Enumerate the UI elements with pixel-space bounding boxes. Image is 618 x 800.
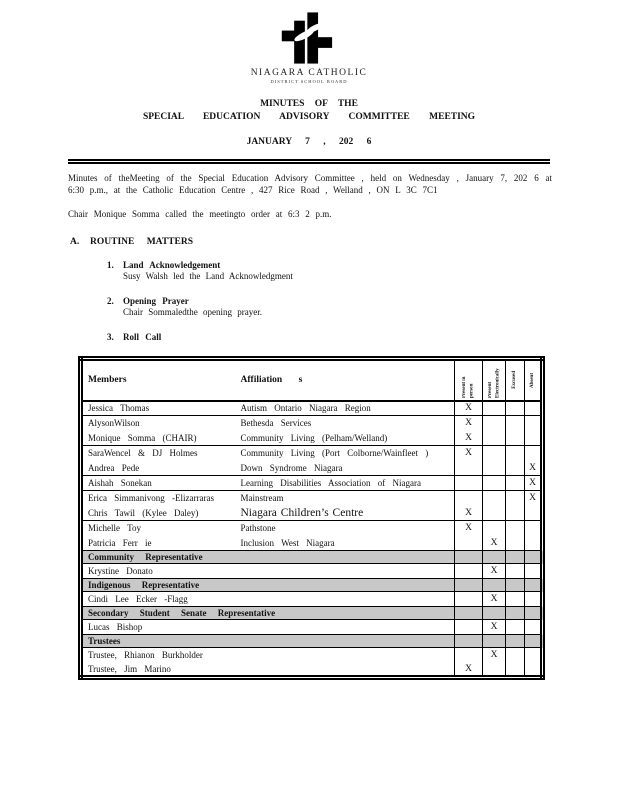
attendance-mark: X — [455, 446, 483, 461]
title-line-1: MINUTES OF THE — [260, 99, 358, 109]
attendance-mark — [483, 476, 506, 491]
affiliations-column-header: Affiliation s — [238, 359, 455, 401]
attendance-mark — [506, 663, 525, 678]
member-group — [81, 648, 543, 678]
excused-column-header: Excused — [506, 359, 525, 401]
document-title — [0, 98, 618, 149]
attendance-mark: X — [525, 491, 543, 506]
member-row — [81, 401, 543, 416]
section-band-cell — [506, 551, 525, 564]
section-band-row — [81, 551, 543, 564]
title-line-2: SPECIAL EDUCATION ADVISORY COMMITTEE MEETING — [142, 112, 476, 122]
section-band-cell — [525, 607, 543, 620]
member-name: Jessica Thomas — [81, 401, 238, 416]
attendance-mark — [525, 648, 543, 663]
member-row — [81, 461, 543, 476]
member-group — [81, 401, 543, 416]
present-in-person-column-header: Present in person — [455, 359, 483, 401]
member-group — [81, 446, 543, 476]
attendance-mark — [506, 564, 525, 579]
member-name: AlysonWilson — [81, 416, 238, 431]
member-name: Chris Tawil (Kylee Daley) — [88, 507, 199, 518]
agenda-item-title: Roll Call — [123, 331, 162, 342]
attendance-mark — [525, 416, 543, 431]
section-band-cell — [455, 579, 483, 592]
member-affiliation: Inclusion West Niagara — [240, 537, 335, 548]
attendance-mark — [525, 521, 543, 536]
member-name: Erica Simmanivong -Elizarraras — [81, 491, 238, 506]
attendance-mark — [455, 476, 483, 491]
attendance-mark — [506, 416, 525, 431]
member-affiliation — [238, 620, 455, 635]
member-name: Michelle Toy — [81, 521, 238, 536]
member-name: SaraWencel & DJ Holmes — [81, 446, 238, 461]
section-band-label: Community Representative — [81, 551, 455, 564]
attendance-mark — [506, 461, 525, 476]
section-band-cell — [525, 635, 543, 648]
roll-call-table-header — [81, 359, 543, 401]
section-band-cell — [525, 579, 543, 592]
member-affiliation: Niagara Children’s Centre — [240, 506, 364, 519]
attendance-mark — [525, 592, 543, 607]
attendance-mark — [506, 521, 525, 536]
attendance-mark — [506, 536, 525, 551]
member-row — [81, 620, 543, 635]
attendance-mark — [506, 592, 525, 607]
attendance-mark — [455, 620, 483, 635]
attendance-mark — [525, 446, 543, 461]
section-a-heading — [70, 237, 550, 247]
member-affiliation — [238, 663, 455, 678]
member-affiliation: Learning Disabilities Association of Niagara — [238, 476, 455, 491]
agenda-item-text: Susy Walsh led the Land Acknowledgment — [123, 271, 293, 281]
section-band-cell — [455, 607, 483, 620]
attendance-mark: X — [455, 663, 483, 678]
member-group — [81, 620, 543, 635]
section-band-cell — [506, 579, 525, 592]
agenda-item-number: 1. — [107, 259, 114, 270]
section-band-cell — [483, 579, 506, 592]
section-band-label: Indigenous Representative — [81, 579, 455, 592]
section-band-cell — [506, 635, 525, 648]
section-band-cell — [483, 607, 506, 620]
attendance-mark — [483, 521, 506, 536]
member-row — [81, 416, 543, 431]
attendance-mark — [455, 491, 483, 506]
section-band-cell — [525, 551, 543, 564]
attendance-mark: X — [525, 476, 543, 491]
attendance-mark — [525, 564, 543, 579]
agenda-item-opening-prayer — [107, 296, 618, 319]
member-name: Cindi Lee Ecker -Flagg — [81, 592, 238, 607]
attendance-mark — [525, 431, 543, 446]
attendance-mark — [506, 446, 525, 461]
attendance-mark — [506, 506, 525, 521]
section-band-row — [81, 635, 543, 648]
agenda-item-number: 3. — [107, 331, 114, 342]
agenda-item-text: Chair Sommaledthe opening prayer. — [123, 307, 262, 317]
section-band-group — [81, 635, 543, 648]
attendance-mark: X — [455, 521, 483, 536]
member-row — [81, 521, 543, 536]
attendance-mark — [506, 620, 525, 635]
attendance-mark — [525, 663, 543, 678]
member-row — [81, 476, 543, 491]
section-band-cell — [506, 607, 525, 620]
attendance-mark — [455, 564, 483, 579]
attendance-mark: X — [483, 564, 506, 579]
routine-matters-list — [107, 260, 618, 344]
section-band-label: Secondary Student Senate Representative — [81, 607, 455, 620]
member-group — [81, 476, 543, 491]
member-row — [81, 536, 543, 551]
attendance-mark — [525, 506, 543, 521]
member-row — [81, 431, 543, 446]
title-date: JANUARY 7 , 202 6 — [246, 137, 372, 147]
present-electronically-column-header: Present Electronically — [483, 359, 506, 401]
member-name: Trustee, Jim Marino — [88, 663, 171, 674]
section-a-label: A. — [70, 236, 80, 247]
agenda-item-title: Land Acknowledgement — [123, 259, 221, 270]
member-row — [81, 663, 543, 678]
board-name: NIAGARA CATHOLIC — [250, 68, 368, 78]
section-band-row — [81, 607, 543, 620]
attendance-mark: X — [483, 536, 506, 551]
call-to-order-paragraph: Chair Monique Somma called the meetingto order at 6:3 2 p.m. — [68, 209, 332, 219]
attendance-mark — [506, 648, 525, 663]
section-band-cell — [455, 635, 483, 648]
agenda-item-land-acknowledgement — [107, 260, 618, 283]
member-name: Aishah Sonekan — [81, 476, 238, 491]
member-row — [81, 592, 543, 607]
attendance-mark — [506, 431, 525, 446]
member-affiliation: Bethesda Services — [238, 416, 455, 431]
section-band-cell — [483, 551, 506, 564]
attendance-mark: X — [483, 620, 506, 635]
member-group — [81, 416, 543, 446]
attendance-mark — [483, 401, 506, 416]
member-name: Andrea Pede — [88, 462, 140, 473]
section-band-row — [81, 579, 543, 592]
member-name: Monique Somma (CHAIR) — [88, 432, 197, 443]
member-name: Trustee, Rhianon Burkholder — [81, 648, 238, 663]
section-a-title: ROUTINE MATTERS — [90, 236, 193, 247]
attendance-mark: X — [455, 431, 483, 446]
member-group — [81, 592, 543, 607]
cross-logo-icon — [276, 10, 342, 66]
attendance-mark — [483, 416, 506, 431]
attendance-mark — [525, 536, 543, 551]
member-affiliation: Mainstream — [238, 491, 455, 506]
member-group — [81, 521, 543, 551]
attendance-mark — [483, 431, 506, 446]
attendance-mark — [455, 461, 483, 476]
attendance-mark — [483, 461, 506, 476]
member-name: Patricia Ferr ie — [88, 537, 152, 548]
member-group — [81, 491, 543, 521]
member-row — [81, 506, 543, 521]
board-subtitle: DISTRICT SCHOOL BOARD — [270, 79, 348, 84]
attendance-mark: X — [483, 648, 506, 663]
absent-column-header: Absent — [525, 359, 543, 401]
section-band-group — [81, 607, 543, 620]
section-band-cell — [483, 635, 506, 648]
member-name: Krystine Donato — [81, 564, 238, 579]
attendance-mark — [483, 446, 506, 461]
member-row — [81, 491, 543, 506]
member-group — [81, 564, 543, 579]
attendance-mark — [506, 401, 525, 416]
member-row — [81, 564, 543, 579]
attendance-mark — [483, 491, 506, 506]
agenda-item-number: 2. — [107, 295, 114, 306]
attendance-mark — [506, 476, 525, 491]
section-band-label: Trustees — [81, 635, 455, 648]
intro-paragraph: Minutes of theMeeting of the Special Education Advisory Committee , held on Wednesday , January 7, 202 6 at 6:30 p.m., at the Catholic Education Centre , 427 Rice Road , Welland , ON L 3C 7C1 — [68, 173, 552, 195]
member-affiliation: Autism Ontario Niagara Region — [238, 401, 455, 416]
attendance-mark — [525, 620, 543, 635]
member-affiliation — [238, 564, 455, 579]
attendance-mark — [483, 663, 506, 678]
attendance-mark: X — [455, 416, 483, 431]
attendance-mark: X — [455, 506, 483, 521]
member-affiliation — [238, 592, 455, 607]
attendance-mark — [483, 506, 506, 521]
agenda-item-title: Opening Prayer — [123, 295, 189, 306]
attendance-mark: X — [483, 592, 506, 607]
attendance-mark — [525, 401, 543, 416]
section-band-group — [81, 579, 543, 592]
member-affiliation: Pathstone — [238, 521, 455, 536]
attendance-mark — [455, 648, 483, 663]
section-band-cell — [455, 551, 483, 564]
attendance-mark — [455, 536, 483, 551]
attendance-mark: X — [525, 461, 543, 476]
board-logo — [0, 0, 618, 84]
member-row — [81, 446, 543, 461]
section-band-group — [81, 551, 543, 564]
member-row — [81, 648, 543, 663]
member-affiliation — [238, 648, 455, 663]
member-affiliation: Community Living (Pelham/Welland) — [240, 432, 388, 443]
members-column-header: Members — [81, 359, 238, 401]
attendance-mark — [506, 491, 525, 506]
member-affiliation: Community Living (Port Colborne/Wainfleet ) — [238, 446, 455, 461]
divider-rule — [68, 159, 550, 164]
attendance-mark — [455, 592, 483, 607]
attendance-mark: X — [455, 401, 483, 416]
roll-call-table — [78, 356, 545, 680]
member-affiliation: Down Syndrome Niagara — [240, 462, 343, 473]
agenda-item-roll-call — [107, 332, 618, 344]
member-name: Lucas Bishop — [81, 620, 238, 635]
